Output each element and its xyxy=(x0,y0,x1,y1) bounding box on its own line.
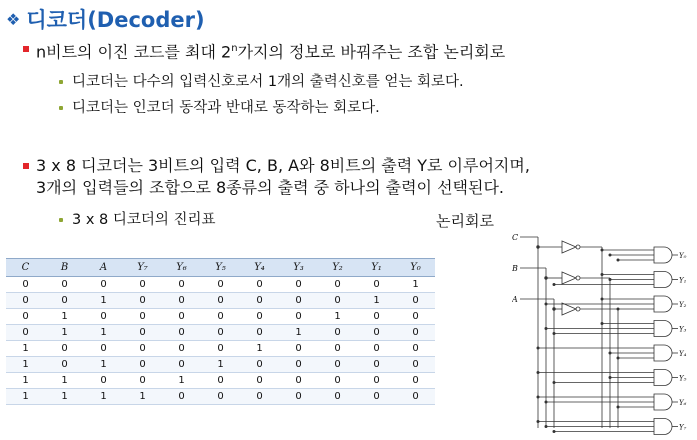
junction-dot xyxy=(617,308,619,310)
junction-dot xyxy=(537,396,539,398)
bullet-main-2 xyxy=(36,155,530,199)
table-cell: 0 xyxy=(279,389,318,405)
dot-bullet-icon xyxy=(59,106,63,110)
junction-dot xyxy=(553,283,555,285)
table-header-cell: Y₁ xyxy=(357,259,396,277)
table-cell: 0 xyxy=(201,341,240,357)
bullet-sub-1 xyxy=(72,72,464,92)
bullet-text: 디코더는 인코더 동작과 반대로 동작하는 회로다. xyxy=(72,100,380,116)
and-gate-icon xyxy=(654,394,672,410)
output-label: Y₃ xyxy=(679,325,687,334)
table-cell: 1 xyxy=(84,357,123,373)
table-cell: 0 xyxy=(201,277,240,293)
table-header-cell: Y₆ xyxy=(162,259,201,277)
table-header-cell: C xyxy=(6,259,45,277)
table-cell: 0 xyxy=(279,373,318,389)
table-cell: 0 xyxy=(162,277,201,293)
table-cell: 0 xyxy=(357,277,396,293)
input-label: A xyxy=(512,295,518,304)
junction-dot xyxy=(545,425,547,427)
table-cell: 0 xyxy=(6,325,45,341)
junction-dot xyxy=(537,347,539,349)
table-cell: 0 xyxy=(162,293,201,309)
table-cell: 1 xyxy=(84,325,123,341)
not-gate-icon xyxy=(562,272,576,284)
junction-dot xyxy=(617,259,619,261)
truth-table-header xyxy=(6,259,435,277)
table-cell: 0 xyxy=(45,293,84,309)
table-row xyxy=(6,293,435,309)
table-row xyxy=(6,325,435,341)
table-cell: 0 xyxy=(318,341,357,357)
table-header-cell: B xyxy=(45,259,84,277)
table-cell: 0 xyxy=(45,357,84,373)
input-label: B xyxy=(512,264,518,273)
junction-dot xyxy=(617,357,619,359)
junction-dot xyxy=(609,352,611,354)
table-cell: 0 xyxy=(240,373,279,389)
table-cell: 0 xyxy=(318,293,357,309)
table-cell: 1 xyxy=(318,309,357,325)
table-cell: 0 xyxy=(396,325,435,341)
truth-table xyxy=(6,258,435,405)
square-bullet-icon xyxy=(23,163,29,169)
junction-dot xyxy=(609,278,611,280)
table-cell: 1 xyxy=(45,325,84,341)
table-cell: 0 xyxy=(84,341,123,357)
table-cell: 0 xyxy=(162,389,201,405)
table-cell: 0 xyxy=(318,277,357,293)
junction-dot xyxy=(553,381,555,383)
junction-dot xyxy=(537,420,539,422)
table-cell: 0 xyxy=(240,277,279,293)
table-cell: 0 xyxy=(357,357,396,373)
table-cell: 0 xyxy=(396,389,435,405)
table-cell: 1 xyxy=(6,373,45,389)
table-cell: 0 xyxy=(123,341,162,357)
junction-dot xyxy=(537,246,540,249)
table-cell: 0 xyxy=(279,341,318,357)
table-row xyxy=(6,389,435,405)
table-header-cell: Y₃ xyxy=(279,259,318,277)
table-cell: 1 xyxy=(6,341,45,357)
square-bullet-icon xyxy=(23,46,29,52)
junction-dot xyxy=(545,327,547,329)
junction-dot xyxy=(601,273,603,275)
decoder-logic-diagram xyxy=(512,228,694,438)
table-row xyxy=(6,277,435,293)
table-cell: 0 xyxy=(279,277,318,293)
table-cell: 0 xyxy=(162,325,201,341)
table-cell: 0 xyxy=(6,293,45,309)
table-cell: 1 xyxy=(6,389,45,405)
table-cell: 0 xyxy=(84,309,123,325)
table-header-cell: Y₀ xyxy=(396,259,435,277)
and-gate-icon xyxy=(654,370,672,386)
table-cell: 0 xyxy=(201,309,240,325)
table-cell: 1 xyxy=(396,277,435,293)
table-cell: 1 xyxy=(123,389,162,405)
table-cell: 0 xyxy=(240,389,279,405)
table-cell: 0 xyxy=(123,373,162,389)
table-cell: 0 xyxy=(357,373,396,389)
table-cell: 0 xyxy=(162,357,201,373)
table-header-cell: Y₅ xyxy=(201,259,240,277)
table-cell: 1 xyxy=(162,373,201,389)
junction-dot xyxy=(609,254,611,256)
table-cell: 0 xyxy=(201,389,240,405)
table-cell: 0 xyxy=(45,341,84,357)
junction-dot xyxy=(545,401,547,403)
table-cell: 0 xyxy=(396,293,435,309)
junction-dot xyxy=(553,430,555,432)
table-cell: 0 xyxy=(240,293,279,309)
table-cell: 0 xyxy=(279,293,318,309)
output-label: Y₁ xyxy=(679,276,687,285)
table-cell: 0 xyxy=(240,309,279,325)
bullet-text-line1: 3 x 8 디코더는 3비트의 입력 C, B, A와 8비트의 출력 Y로 이루어지며, xyxy=(36,156,530,175)
table-cell: 0 xyxy=(318,373,357,389)
table-cell: 0 xyxy=(357,389,396,405)
table-cell: 1 xyxy=(6,357,45,373)
table-cell: 0 xyxy=(318,389,357,405)
junction-dot xyxy=(601,298,603,300)
table-cell: 0 xyxy=(357,325,396,341)
table-row xyxy=(6,309,435,325)
junction-dot xyxy=(537,371,539,373)
bullet-text: 디코더는 다수의 입력신호로서 1개의 출력신호를 얻는 회로다. xyxy=(72,74,464,90)
logic-circuit-label: 논리회로 xyxy=(436,212,494,230)
table-cell: 0 xyxy=(279,309,318,325)
not-gate-icon xyxy=(562,241,576,253)
bullet-text: 3 x 8 디코더의 진리표 xyxy=(72,212,216,228)
and-gate-icon xyxy=(654,345,672,361)
table-cell: 0 xyxy=(84,277,123,293)
table-cell: 0 xyxy=(201,373,240,389)
table-cell: 0 xyxy=(201,325,240,341)
and-gate-icon xyxy=(654,419,672,435)
output-label: Y₇ xyxy=(679,423,687,432)
table-cell: 1 xyxy=(45,389,84,405)
slide-title-text: 디코더(Decoder) xyxy=(26,8,205,32)
and-gate-icon xyxy=(654,247,672,263)
table-cell: 0 xyxy=(123,277,162,293)
and-gate-icon xyxy=(654,296,672,312)
and-gate-icon xyxy=(654,321,672,337)
input-label: C xyxy=(512,233,519,242)
output-label: Y₄ xyxy=(679,350,687,358)
table-cell: 0 xyxy=(240,325,279,341)
bullet-text: 가지의 정보로 바꿔주는 조합 논리회로 xyxy=(237,42,506,62)
table-cell: 0 xyxy=(396,373,435,389)
table-cell: 1 xyxy=(84,293,123,309)
table-cell: 0 xyxy=(162,341,201,357)
slide-title xyxy=(6,4,205,34)
table-cell: 0 xyxy=(357,341,396,357)
table-cell: 0 xyxy=(396,309,435,325)
table-header-cell: Y₂ xyxy=(318,259,357,277)
table-cell: 1 xyxy=(201,357,240,373)
table-cell: 0 xyxy=(123,309,162,325)
table-cell: 0 xyxy=(357,309,396,325)
table-header-cell: Y₄ xyxy=(240,259,279,277)
junction-dot xyxy=(545,303,547,305)
table-header-cell: Y₇ xyxy=(123,259,162,277)
and-gate-icon xyxy=(654,272,672,288)
not-gate-icon xyxy=(562,303,576,315)
junction-dot xyxy=(553,308,556,311)
bullet-main-1 xyxy=(36,38,505,63)
table-row xyxy=(6,373,435,389)
table-cell: 0 xyxy=(84,373,123,389)
table-cell: 0 xyxy=(123,293,162,309)
table-cell: 0 xyxy=(279,357,318,373)
table-cell: 1 xyxy=(45,373,84,389)
bullet-sub-3 xyxy=(72,210,216,230)
table-cell: 1 xyxy=(279,325,318,341)
table-cell: 1 xyxy=(45,309,84,325)
table-cell: 1 xyxy=(240,341,279,357)
bullet-text: n비트의 이진 코드를 최대 2 xyxy=(36,42,232,62)
output-label: Y₂ xyxy=(679,301,687,309)
table-cell: 0 xyxy=(123,325,162,341)
table-cell: 0 xyxy=(162,309,201,325)
junction-dot xyxy=(545,277,548,280)
table-row xyxy=(6,357,435,373)
table-cell: 0 xyxy=(45,277,84,293)
dot-bullet-icon xyxy=(59,218,63,222)
junction-dot xyxy=(553,332,555,334)
junction-dot xyxy=(617,406,619,408)
junction-dot xyxy=(601,249,603,251)
bullet-text-line2: 3개의 입력들의 조합으로 8종류의 출력 중 하나의 출력이 선택된다. xyxy=(36,178,504,197)
table-cell: 0 xyxy=(240,357,279,373)
output-label: Y₀ xyxy=(679,252,687,260)
table-cell: 0 xyxy=(6,277,45,293)
superscript-n: n xyxy=(231,43,238,54)
table-cell: 0 xyxy=(318,325,357,341)
table-cell: 1 xyxy=(84,389,123,405)
output-label: Y₅ xyxy=(679,374,687,383)
diamond-bullet-icon: ❖ xyxy=(6,9,21,29)
table-cell: 1 xyxy=(357,293,396,309)
bullet-sub-2 xyxy=(72,98,380,118)
dot-bullet-icon xyxy=(59,80,63,84)
table-header-cell: A xyxy=(84,259,123,277)
table-cell: 0 xyxy=(123,357,162,373)
junction-dot xyxy=(601,322,603,324)
output-label: Y₆ xyxy=(679,399,687,407)
table-cell: 0 xyxy=(201,293,240,309)
table-row xyxy=(6,341,435,357)
table-cell: 0 xyxy=(318,357,357,373)
table-cell: 0 xyxy=(396,357,435,373)
table-cell: 0 xyxy=(6,309,45,325)
junction-dot xyxy=(609,376,611,378)
table-cell: 0 xyxy=(396,341,435,357)
